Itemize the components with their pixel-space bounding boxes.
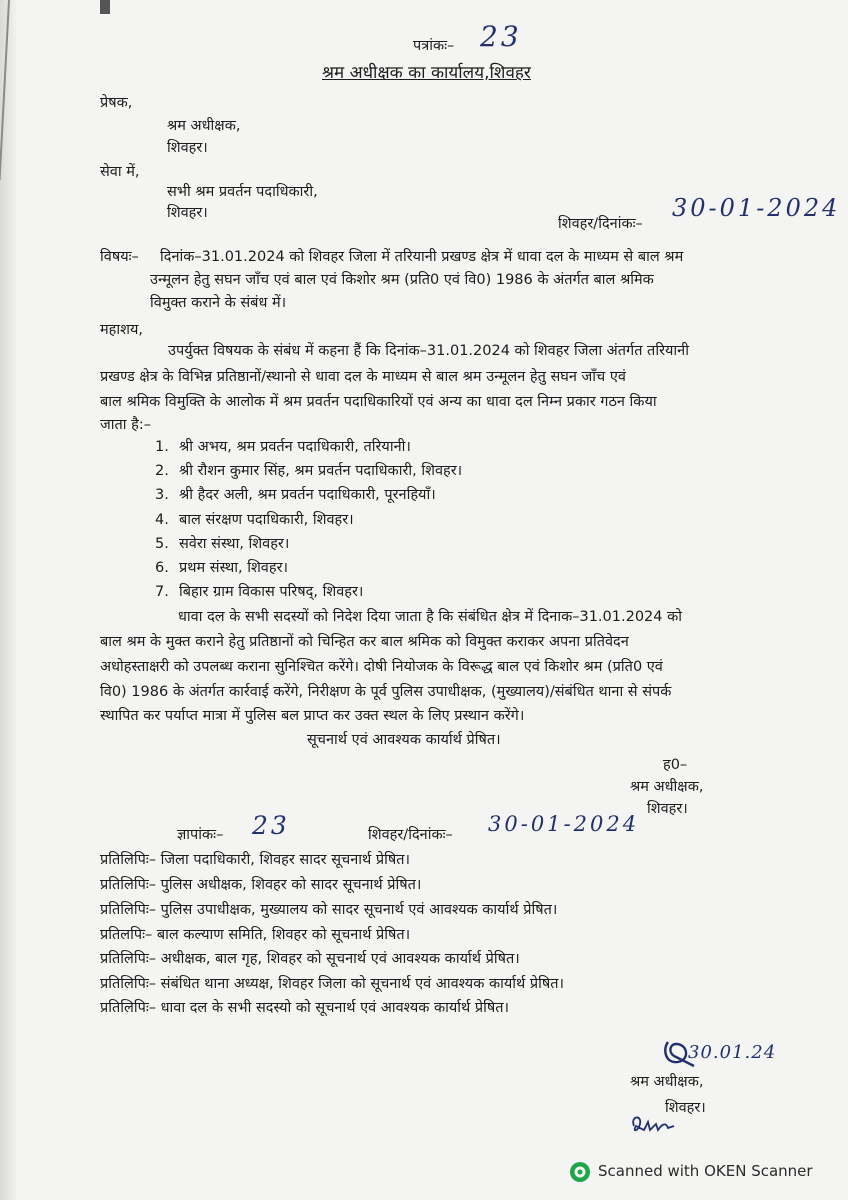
list-item: 2. श्री रौशन कुमार सिंह, श्रम प्रवर्तन पदाधिकारी, शिवहर। [155,463,463,480]
sender-line1: श्रम अधीक्षक, [167,118,241,134]
copy-line: प्रतिलिपिः– जिला पदाधिकारी, शिवहर सादर सूचनार्थ प्रेषित। [100,852,411,868]
para2-line4: वि0) 1986 के अंतर्गत कार्रवाई करेंगे, निरीक्षण के पूर्व पुलिस उपाधीक्षक, (मुख्यालय)/संबंधित थाना से संपर्क [100,684,672,700]
copy-line: प्रतिलिपिः– संबंधित थाना अध्यक्ष, शिवहर जिला को सूचनार्थ एवं आवश्यक कार्यार्थ प्रेषित। [100,976,565,992]
subject-label: विषयः– [100,249,139,265]
para2-line2: बाल श्रम के मुक्त कराने हेतु प्रतिष्ठानों को चिन्हित कर बाल श्रमिक को विमुक्त कराकर अपना प्रतिवेदन [100,634,629,650]
list-item: 5. सवेरा संस्था, शिवहर। [155,535,290,552]
copy-line: प्रतिलिपिः– पुलिस अधीक्षक, शिवहर को सादर सूचनार्थ प्रेषित। [100,877,422,893]
sender-label: प्रेषक, [100,95,133,111]
memo-date-label: शिवहर/दिनांकः– [368,827,453,843]
signature2-place: शिवहर। [665,1100,706,1116]
ref-label: पत्रांकः– [413,38,455,54]
signature-place: शिवहर। [647,801,688,817]
page-edge-shadow [0,0,18,1200]
para2-line5: स्थापित कर पर्याप्त मात्रा में पुलिस बल प्राप्त कर उक्त स्थल के लिए प्रस्थान करेंगे। [100,708,525,724]
office-title: श्रम अधीक्षक का कार्यालय,शिवहर [322,63,531,83]
list-item: 3. श्री हैदर अली, श्रम प्रवर्तन पदाधिकारी, पूरनहियाँ। [155,487,436,504]
date-label: शिवहर/दिनांकः– [558,216,643,232]
recipient-line2: शिवहर। [167,205,208,221]
signature2-title: श्रम अधीक्षक, [630,1074,704,1090]
list-item: 7. बिहार ग्राम विकास परिषद्, शिवहर। [155,584,364,601]
list-item: 4. बाल संरक्षण पदाधिकारी, शिवहर। [155,511,354,528]
team-member-list [155,437,462,606]
para2-line3: अधोहस्ताक्षरी को उपलब्ध कराना सुनिश्चित करेंगे। दोषी नियोजक के विरूद्ध बाल एवं किशोर श्रम (प्रति0 एवं [100,659,663,675]
para1-line2: प्रखण्ड क्षेत्र के विभिन्न प्रतिष्ठानों/स्थानो से धावा दल के माध्यम से बाल श्रम उन्मूलन हेतु सघन जाँच एवं [100,369,626,385]
memo-label: ज्ञापांकः– [177,827,224,843]
signature-date-handwritten: 30.01.24 [688,1042,777,1063]
subject-line2: उन्मूलन हेतु सघन जाँच एवं बाल एवं किशोर श्रम (प्रति0 एवं वि0) 1986 के अंतर्गत बाल श्रमिक [150,272,654,288]
para2-line1: धावा दल के सभी सदस्यों को निदेश दिया जाता है कि संबंधित क्षेत्र में दिनाक–31.01.2024 को [178,609,682,625]
initials-signature [628,1112,676,1138]
salutation: महाशय, [100,322,144,338]
copy-line: प्रतिलिपिः– धावा दल के सभी सदस्यो को सूचनार्थ एवं आवश्यक कार्यार्थ प्रेषित। [100,1000,510,1016]
memo-date-handwritten: 30-01-2024 [488,812,640,836]
memo-number-handwritten: 23 [252,811,290,840]
signature-title: श्रम अधीक्षक, [630,779,704,795]
list-item: 6. प्रथम संस्था, शिवहर। [155,559,288,576]
staple-mark [100,0,110,14]
para1-line4: जाता है:– [100,417,151,433]
copy-line: प्रतिलिपिः– पुलिस उपाधीक्षक, मुख्यालय को सादर सूचनार्थ एवं आवश्यक कार्यार्थ प्रेषित। [100,902,558,918]
para1-line1: उपर्युक्त विषयक के संबंध में कहना हैं कि दिनांक–31.01.2024 को शिवहर जिला अंतर्गत तरियानी [168,343,689,359]
para1-line3: बाल श्रमिक विमुक्ति के आलोक में श्रम प्रवर्तन पदाधिकारियों एवं अन्य का धावा दल निम्न प्रकार गठन किया [100,394,657,410]
list-item: 1. श्री अभय, श्रम प्रवर्तन पदाधिकारी, तरियानी। [155,439,411,455]
subject-line3: विमुक्त कराने के संबंध में। [150,295,287,311]
ref-number: 23 [480,20,522,53]
closing-line: सूचनार्थ एवं आवश्यक कार्यार्थ प्रेषित। [307,732,501,748]
recipient-line1: सभी श्रम प्रवर्तन पदाधिकारी, [167,184,318,200]
date-value-handwritten: 30-01-2024 [672,194,841,222]
oken-scanner-logo-icon [568,1160,592,1184]
copy-line: प्रतिलपिः– बाल कल्याण समिति, शिवहर को सूचनार्थ प्रेषित। [100,927,411,943]
signature-sd: ह0– [663,757,688,773]
sender-line2: शिवहर। [167,140,208,156]
recipient-label: सेवा में, [100,164,140,180]
copy-line: प्रतिलिपिः– अधीक्षक, बाल गृह, शिवहर को सूचनार्थ एवं आवश्यक कार्यार्थ प्रेषित। [100,951,520,967]
subject-line1: दिनांक–31.01.2024 को शिवहर जिला में तरियानी प्रखण्ड क्षेत्र में धावा दल के माध्यम से बाल श्रम [160,249,684,265]
scanner-watermark-text: Scanned with OKEN Scanner [598,1162,813,1180]
